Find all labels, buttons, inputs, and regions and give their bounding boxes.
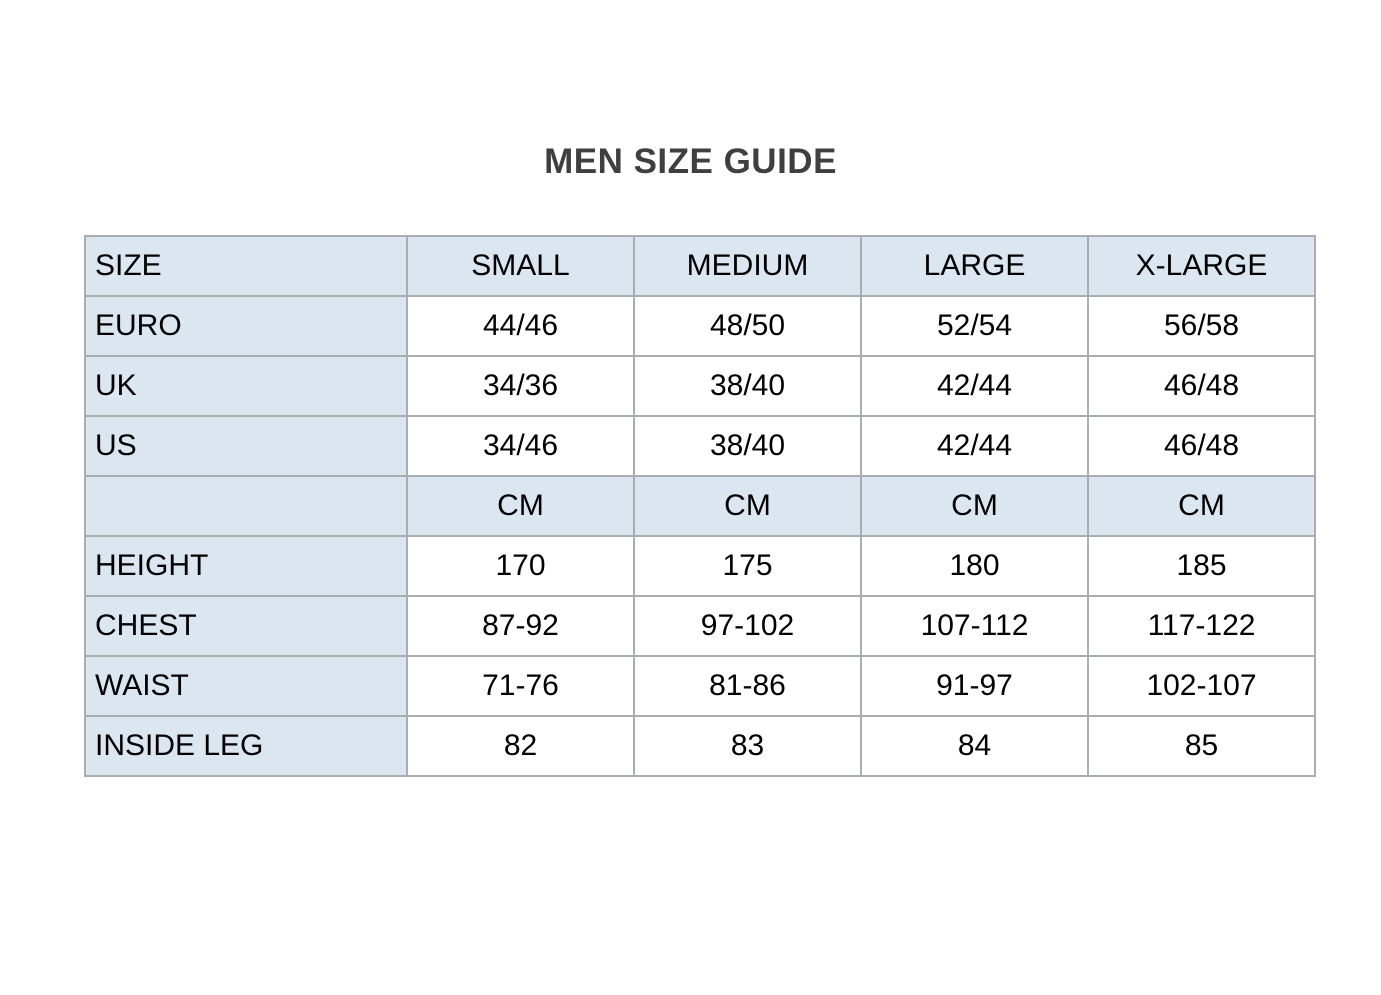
table-cell: 34/46 bbox=[407, 416, 634, 476]
table-cell: 34/36 bbox=[407, 356, 634, 416]
table-cell: 38/40 bbox=[634, 356, 861, 416]
row-label-us: US bbox=[85, 416, 407, 476]
row-label-waist: WAIST bbox=[85, 656, 407, 716]
table-cell: 117-122 bbox=[1088, 596, 1315, 656]
row-label-inside-leg: INSIDE LEG bbox=[85, 716, 407, 776]
table-cell: 107-112 bbox=[861, 596, 1088, 656]
table-cell: 91-97 bbox=[861, 656, 1088, 716]
table-cell: 46/48 bbox=[1088, 416, 1315, 476]
table-cell: 84 bbox=[861, 716, 1088, 776]
table-cell: 85 bbox=[1088, 716, 1315, 776]
table-cell: 102-107 bbox=[1088, 656, 1315, 716]
table-cell: 83 bbox=[634, 716, 861, 776]
unit-cell-cm: CM bbox=[1088, 476, 1315, 536]
table-cell: 48/50 bbox=[634, 296, 861, 356]
table-cell: 42/44 bbox=[861, 416, 1088, 476]
table-cell: 71-76 bbox=[407, 656, 634, 716]
table-cell: 44/46 bbox=[407, 296, 634, 356]
page-title: MEN SIZE GUIDE bbox=[544, 142, 837, 181]
table-cell: 175 bbox=[634, 536, 861, 596]
column-header-size: SIZE bbox=[85, 236, 407, 296]
row-label-empty bbox=[85, 476, 407, 536]
table-cell: 180 bbox=[861, 536, 1088, 596]
column-header-small: SMALL bbox=[407, 236, 634, 296]
table-cell: 52/54 bbox=[861, 296, 1088, 356]
table-row-height bbox=[85, 536, 1315, 596]
table-cell: 46/48 bbox=[1088, 356, 1315, 416]
row-label-height: HEIGHT bbox=[85, 536, 407, 596]
table-cell: 87-92 bbox=[407, 596, 634, 656]
table-cell: 97-102 bbox=[634, 596, 861, 656]
table-row-us bbox=[85, 416, 1315, 476]
table-row-inside-leg bbox=[85, 716, 1315, 776]
column-header-large: LARGE bbox=[861, 236, 1088, 296]
unit-cell-cm: CM bbox=[634, 476, 861, 536]
table-cell: 170 bbox=[407, 536, 634, 596]
table-row-cm-units bbox=[85, 476, 1315, 536]
row-label-euro: EURO bbox=[85, 296, 407, 356]
table-cell: 82 bbox=[407, 716, 634, 776]
table-cell: 56/58 bbox=[1088, 296, 1315, 356]
table-cell: 42/44 bbox=[861, 356, 1088, 416]
row-label-chest: CHEST bbox=[85, 596, 407, 656]
table-row-uk bbox=[85, 356, 1315, 416]
header-row bbox=[85, 236, 1315, 296]
table-cell: 185 bbox=[1088, 536, 1315, 596]
row-label-uk: UK bbox=[85, 356, 407, 416]
size-guide-table bbox=[84, 235, 1316, 777]
table-cell: 81-86 bbox=[634, 656, 861, 716]
column-header-x-large: X-LARGE bbox=[1088, 236, 1315, 296]
table-row-waist bbox=[85, 656, 1315, 716]
unit-cell-cm: CM bbox=[407, 476, 634, 536]
table-row-euro bbox=[85, 296, 1315, 356]
table-row-chest bbox=[85, 596, 1315, 656]
column-header-medium: MEDIUM bbox=[634, 236, 861, 296]
unit-cell-cm: CM bbox=[861, 476, 1088, 536]
table-cell: 38/40 bbox=[634, 416, 861, 476]
